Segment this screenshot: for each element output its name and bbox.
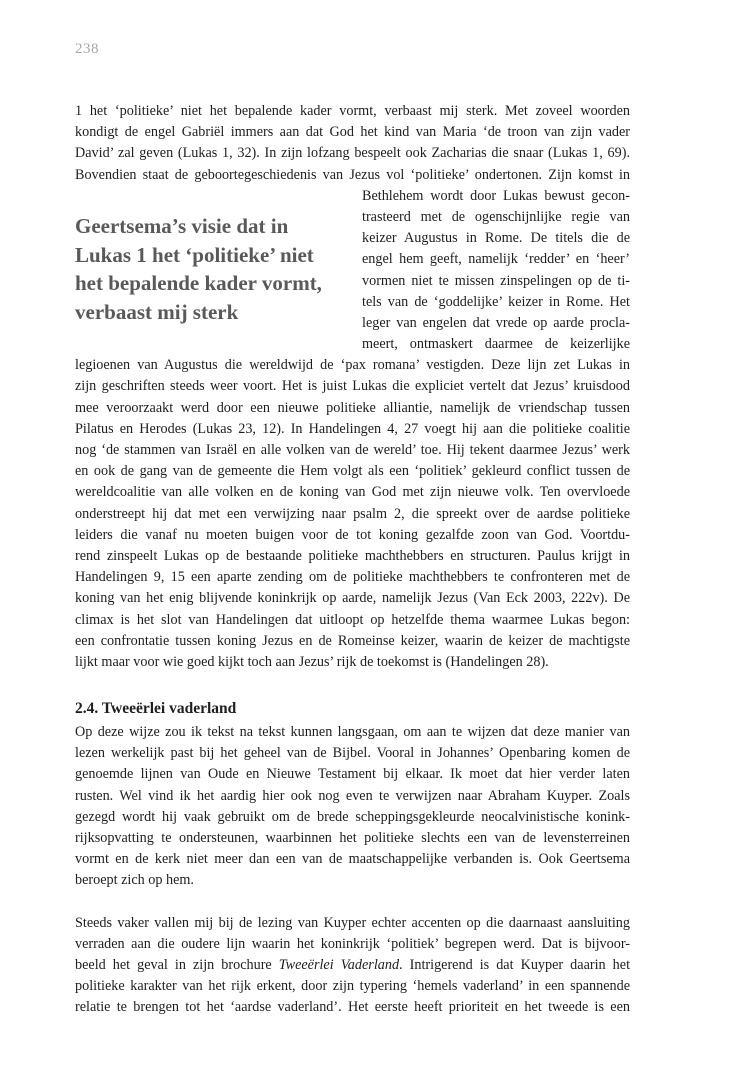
text-line: lijkt maar voor wie goed kijkt toch aan Jezus’ rijk de toekomst is (Handelingen 28). (75, 653, 549, 670)
text-line: een confrontatie tussen koning Jezus en de Romeinse keizer, waarin de keizer de machtigste (75, 632, 630, 649)
text-line: nog ‘de stammen van Israël en alle volken van de wereld’ toe. Hij tekent daarmee Jezus’ werk (75, 442, 630, 458)
text-line: Bovendien staat de geboortegeschiedenis van Jezus vol ‘politieke’ ondertonen. Zijn komst in (75, 166, 630, 183)
text-line: rijksopvatting te ondersteunen, waarbinnen het politieke slechts een van de levensterreinen (75, 830, 630, 846)
text-line: politieke karakter van het rijk erkent, door zijn typering ‘hemels vaderland’ in een spannende (75, 978, 630, 995)
text-line: verraden aan die oudere lijn waarin het koninkrijk ‘politiek’ begrepen werd. Dat is bijvoor- (75, 935, 630, 952)
text-line: David’ zal geven (Lukas 1, 32). In zijn lofzang bespeelt ook Zacharias die snaar (Lukas 1, 69). (75, 145, 630, 162)
text-line: onderstreept hij dat met een verwijzing naar psalm 2, die spreekt over de aardse politieke (75, 505, 630, 522)
page-number: 238 (75, 41, 99, 57)
text-line: zijn geschriften steeds weer voort. Het is juist Lukas die expliciet vertelt dat Jezus’ kruisdood (75, 378, 630, 395)
text-line: beroept zich op hem. (75, 872, 194, 889)
pull-quote-line: Lukas 1 het ‘politieke’ niet (75, 242, 314, 267)
pull-quote-line: Geertsema’s visie dat in (75, 214, 289, 238)
text-line: koning van het enig blijvende koninkrijk op aarde, namelijk Jezus (Van Eck 2003, 222v). De (75, 590, 630, 607)
text-segment: beeld het geval in zijn brochure (75, 956, 279, 973)
text-line: Op deze wijze zou ik tekst na tekst kunnen langsgaan, om aan te wijzen dat deze manier van (75, 724, 630, 741)
text-line: vormt en de kerk niet meer dan een van de maatschappelijke verbanden is. Ook Geertsema (75, 851, 630, 868)
text-line: rusten. Wel vind ik het aardig hier ook nog even te verwijzen naar Abraham Kuyper. Zoals (75, 787, 630, 804)
text-line: gezegd wordt hij vaak gebruikt om de brede scheppingsgekleurde neocalvinistische konink- (75, 808, 630, 825)
text-line: kondigt de engel Gabriël immers aan dat God het kind van Maria ‘de troon van zijn vader (75, 124, 630, 141)
text-line-wrapped: tels van de ‘goddelijke’ keizer in Rome. Het (362, 293, 630, 310)
text-line-wrapped: Bethlehem wordt door Lukas bewust gecon- (362, 187, 630, 204)
text-segment: . Intrigerend is dat Kuyper daarin het (399, 956, 631, 973)
brochure-title: Tweeërlei Vaderland (278, 956, 400, 973)
text-line-wrapped: meert, ontmaskert daarmee de keizerlijke (362, 336, 630, 353)
text-line: lezen werkelijk past bij het geheel van de Bijbel. Vooral in Johannes’ Openbaring komen de (75, 745, 630, 762)
text-line: en ook de gang van de gemeente die Hem volgt als een ‘politiek’ gekleurd conflict tussen de (75, 463, 630, 480)
text-line: rend zinspeelt Lukas op de bestaande politieke machthebbers en structuren. Paulus krijgt in (75, 547, 630, 564)
text-line: Handelingen 9, 15 een aparte zending om de politieke machthebbers te confronteren met de (75, 569, 630, 586)
text-line-with-title (75, 955, 630, 976)
text-line-wrapped: keizer Augustus in Rome. De titels die de (362, 230, 630, 247)
text-line-wrapped: engel hem geeft, namelijk ‘redder’ en ‘heer’ (362, 251, 630, 268)
text-line: mee veroorzaakt werd door een nieuwe politieke alliantie, namelijk de vriendschap tussen (75, 399, 630, 416)
section-heading: 2.4. Tweeërlei vaderland (75, 700, 237, 718)
pull-quote-line: verbaast mij sterk (75, 299, 239, 324)
text-line: 1 het ‘politieke’ niet het bepalende kader vormt, verbaast mij sterk. Met zoveel woorden (75, 103, 630, 119)
text-line: genoemde lijnen van Oude en Nieuwe Testament bij elkaar. Ik moet dat hier verder laten (75, 766, 630, 783)
body-text (75, 101, 630, 1019)
text-line: Steeds vaker vallen mij bij de lezing van Kuyper echter accenten op die daarnaast aansluiting (75, 914, 630, 931)
text-line: climax is het slot van Handelingen dat uitloopt op hetzelfde thema waarmee Lukas begon: (75, 611, 630, 628)
text-line: leiders die vanaf nu moeten buigen voor de tot koning gezalfde zoon van God. Voortdu- (75, 526, 630, 543)
text-line: wereldcoalitie van alle volken en de koning van God met zijn nieuwe volk. Ten overvloede (75, 484, 630, 501)
text-line: legioenen van Augustus die wereldwijd de ‘pax romana’ vestigden. Deze lijn zet Lukas in (75, 357, 630, 374)
text-line-wrapped: leger van engelen dat vrede op aarde procla- (362, 314, 630, 331)
text-line-wrapped: trasteerd met de ogenschijnlijke regie van (362, 208, 630, 225)
text-line: Pilatus en Herodes (Lukas 23, 12). In Handelingen 4, 27 voegt hij aan die politieke coalitie (75, 420, 630, 437)
text-line-wrapped: vormen niet te missen zinspelingen op de ti- (362, 272, 630, 289)
text-line: relatie te brengen tot het ‘aardse vaderland’. Het eerste heeft prioriteit en het tweede is een (75, 999, 630, 1016)
pull-quote-line: het bepalende kader vormt, (75, 271, 322, 295)
